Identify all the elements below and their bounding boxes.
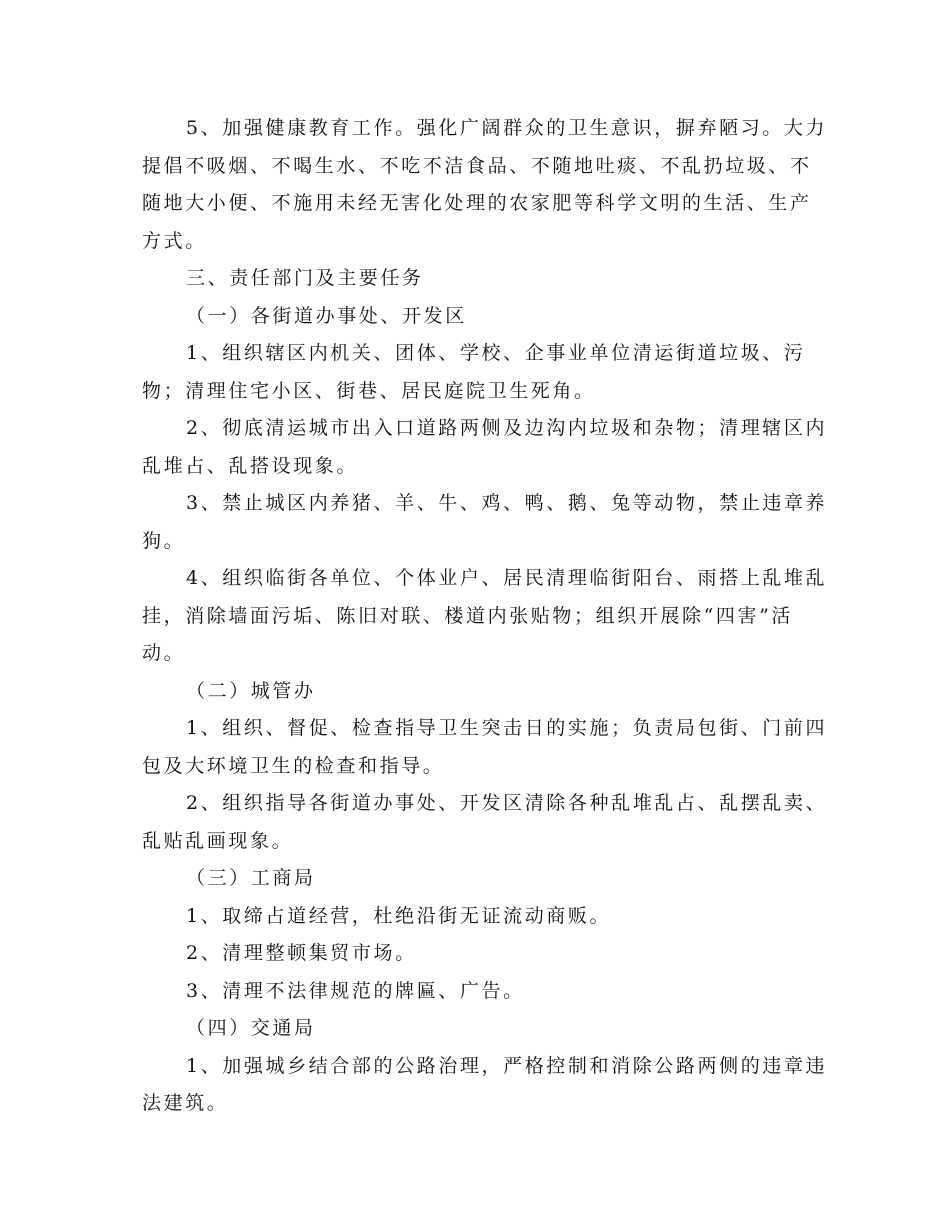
paragraph-street-item-3: 3、禁止城区内养猪、羊、牛、鸡、鸭、鹅、兔等动物，禁止违章养狗。 xyxy=(142,492,828,552)
paragraph-transport-item-1: 1、加强城乡结合部的公路治理，严格控制和消除公路两侧的违章违法建筑。 xyxy=(142,1054,828,1114)
paragraph-urban-item-1: 1、组织、督促、检查指导卫生突击日的实施；负责局包街、门前四包及大环境卫生的检查和指导。 xyxy=(142,717,828,777)
paragraph-street-item-2: 2、彻底清运城市出入口道路两侧及边沟内垃圾和杂物；清理辖区内乱堆占、乱搭设现象。 xyxy=(142,417,828,477)
document-page xyxy=(142,110,832,1123)
paragraph-street-item-1: 1、组织辖区内机关、团体、学校、企事业单位清运街道垃圾、污物；清理住宅小区、街巷、居民庭院卫生死角。 xyxy=(142,342,806,402)
paragraph-commerce-item-3: 3、清理不法律规范的牌匾、广告。 xyxy=(186,979,525,1002)
paragraph-commerce-item-1: 1、取缔占道经营，杜绝沿街无证流动商贩。 xyxy=(186,904,612,927)
subsection-heading-transport-bureau: （四）交通局 xyxy=(186,1017,316,1039)
subsection-heading-commerce-bureau: （三）工商局 xyxy=(186,867,316,889)
paragraph-commerce-item-2: 2、清理整顿集贸市场。 xyxy=(186,942,417,964)
paragraph-street-item-4: 4、组织临街各单位、个体业户、居民清理临街阳台、雨搭上乱堆乱挂，消除墙面污垢、陈旧对联、楼道内张贴物；组织开展除“四害”活动。 xyxy=(142,567,828,664)
paragraph-health-education: 5、加强健康教育工作。强化广阔群众的卫生意识，摒弃陋习。大力提倡不吸烟、不喝生水、不吃不洁食品、不随地吐痰、不乱扔垃圾、不随地大小便、不施用未经无害化处理的农家肥等科学文明的生活、生产方式。 xyxy=(142,117,828,252)
subsection-heading-street-offices: （一）各街道办事处、开发区 xyxy=(186,304,467,327)
paragraph-urban-item-2: 2、组织指导各街道办事处、开发区清除各种乱堆乱占、乱摆乱卖、乱贴乱画现象。 xyxy=(142,792,828,852)
section-heading-responsibilities: 三、责任部门及主要任务 xyxy=(186,267,424,289)
subsection-heading-urban-management: （二）城管办 xyxy=(186,679,316,702)
